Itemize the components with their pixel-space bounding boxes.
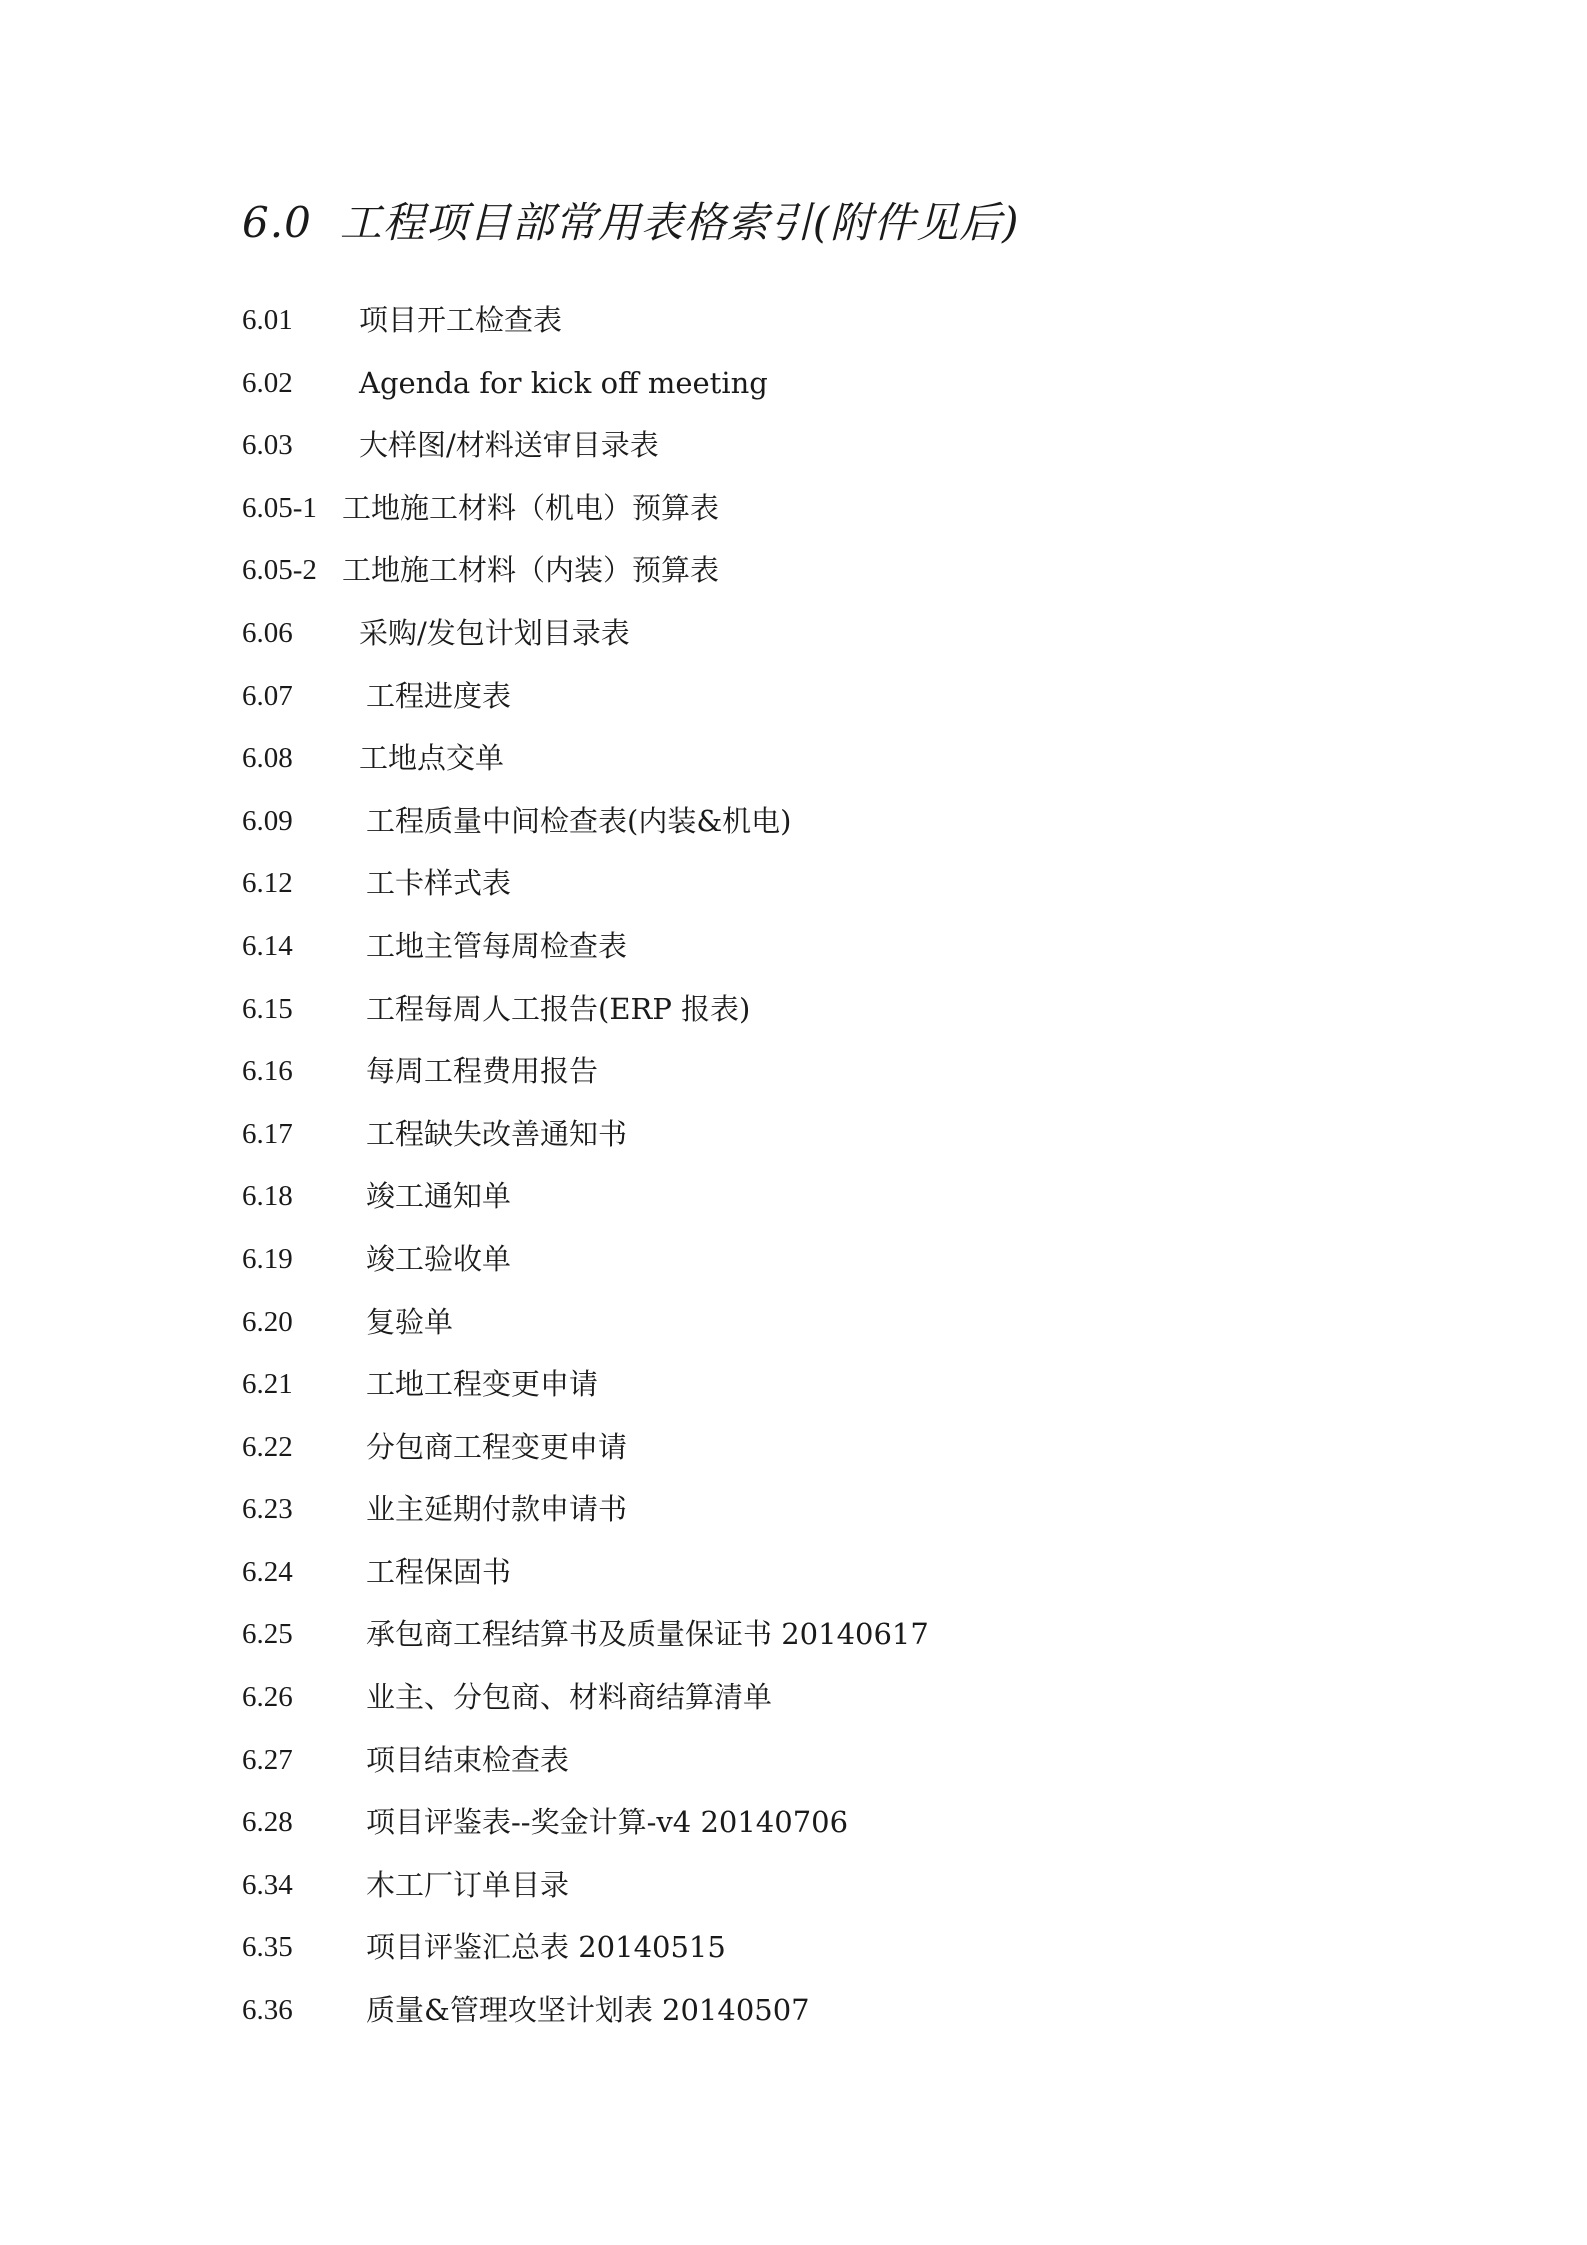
item-code: 6.34 <box>242 1868 293 1901</box>
item-title: 木工厂订单目录 <box>366 1867 570 1902</box>
list-item <box>242 1489 1442 1552</box>
list-item <box>242 989 1442 1052</box>
page-title <box>242 190 1020 250</box>
item-title: 竣工通知单 <box>366 1179 512 1214</box>
list-item <box>242 1176 1442 1239</box>
list-item <box>242 1677 1442 1740</box>
item-code: 6.27 <box>242 1743 293 1776</box>
item-code: 6.28 <box>242 1806 293 1839</box>
list-item <box>242 550 1442 613</box>
item-code: 6.12 <box>242 867 293 900</box>
list-item <box>242 738 1442 801</box>
item-title: 工地主管每周检查表 <box>366 928 628 963</box>
item-code: 6.14 <box>242 929 293 962</box>
item-code: 6.05-2 <box>242 554 317 587</box>
item-code: 6.01 <box>242 304 293 336</box>
list-item <box>242 863 1442 926</box>
item-title: 工程保固书 <box>366 1554 512 1589</box>
item-title: 工地施工材料（内装）预算表 <box>342 553 720 588</box>
list-item <box>242 801 1442 864</box>
list-item <box>242 488 1442 551</box>
list-item <box>242 1802 1442 1865</box>
item-code: 6.09 <box>242 804 293 837</box>
item-code: 6.24 <box>242 1555 293 1588</box>
list-item <box>242 1552 1442 1615</box>
item-code: 6.20 <box>242 1305 293 1338</box>
item-title: 业主、分包商、材料商结算清单 <box>366 1680 773 1715</box>
item-title: 工卡样式表 <box>366 866 512 901</box>
item-code: 6.06 <box>242 616 293 649</box>
list-item <box>242 300 1442 363</box>
list-item <box>242 1114 1442 1177</box>
item-title: 复验单 <box>366 1304 454 1339</box>
item-title: 工程缺失改善通知书 <box>366 1116 628 1151</box>
item-title: 每周工程费用报告 <box>366 1054 599 1089</box>
item-code: 6.26 <box>242 1681 293 1714</box>
item-code: 6.03 <box>242 429 293 462</box>
item-code: 6.22 <box>242 1430 293 1463</box>
item-code: 6.36 <box>242 1994 293 2027</box>
list-item <box>242 425 1442 488</box>
item-title: 项目开工检查表 <box>359 303 563 337</box>
list-item <box>242 1927 1442 1990</box>
item-code: 6.35 <box>242 1931 293 1964</box>
item-title: 竣工验收单 <box>366 1241 512 1276</box>
item-title: 工地工程变更申请 <box>366 1367 599 1402</box>
item-title: 承包商工程结算书及质量保证书 20140617 <box>366 1617 929 1652</box>
item-code: 6.02 <box>242 366 293 399</box>
item-code: 6.16 <box>242 1055 293 1088</box>
item-code: 6.17 <box>242 1117 293 1150</box>
item-code: 6.25 <box>242 1618 293 1651</box>
list-item <box>242 1239 1442 1302</box>
item-title: 工地点交单 <box>359 741 505 776</box>
item-title: 工程每周人工报告(ERP 报表) <box>366 991 751 1026</box>
item-title: 分包商工程变更申请 <box>366 1429 628 1464</box>
list-item <box>242 1865 1442 1928</box>
list-item <box>242 1740 1442 1803</box>
list-item <box>242 1051 1442 1114</box>
item-code: 6.23 <box>242 1493 293 1526</box>
list-item <box>242 926 1442 989</box>
form-index-list <box>242 300 1442 2053</box>
item-title: 业主延期付款申请书 <box>366 1492 628 1527</box>
item-title: 项目评鉴表--奖金计算-v4 20140706 <box>366 1805 849 1840</box>
item-code: 6.19 <box>242 1242 293 1275</box>
item-title: 大样图/材料送审目录表 <box>359 428 659 463</box>
item-title: 工程进度表 <box>366 678 512 713</box>
list-item <box>242 676 1442 739</box>
section-title: 工程项目部常用表格索引(附件见后) <box>339 198 1020 247</box>
list-item <box>242 1990 1442 2053</box>
item-code: 6.21 <box>242 1368 293 1401</box>
list-item <box>242 1364 1442 1427</box>
item-title: 项目评鉴汇总表 20140515 <box>366 1930 726 1965</box>
item-title: 工程质量中间检查表(内装&机电) <box>366 803 792 838</box>
item-title: Agenda for kick off meeting <box>359 365 768 400</box>
item-code: 6.05-1 <box>242 491 317 524</box>
item-title: 采购/发包计划目录表 <box>359 615 630 650</box>
item-code: 6.18 <box>242 1180 293 1213</box>
item-title: 工地施工材料（机电）预算表 <box>342 490 720 525</box>
list-item <box>242 363 1442 426</box>
list-item <box>242 613 1442 676</box>
list-item <box>242 1614 1442 1677</box>
list-item <box>242 1302 1442 1365</box>
list-item <box>242 1427 1442 1490</box>
item-code: 6.07 <box>242 679 293 712</box>
item-code: 6.15 <box>242 992 293 1025</box>
item-title: 质量&管理攻坚计划表 20140507 <box>366 1993 810 2028</box>
section-number: 6.0 <box>242 198 312 247</box>
item-code: 6.08 <box>242 742 293 775</box>
item-title: 项目结束检查表 <box>366 1742 570 1777</box>
